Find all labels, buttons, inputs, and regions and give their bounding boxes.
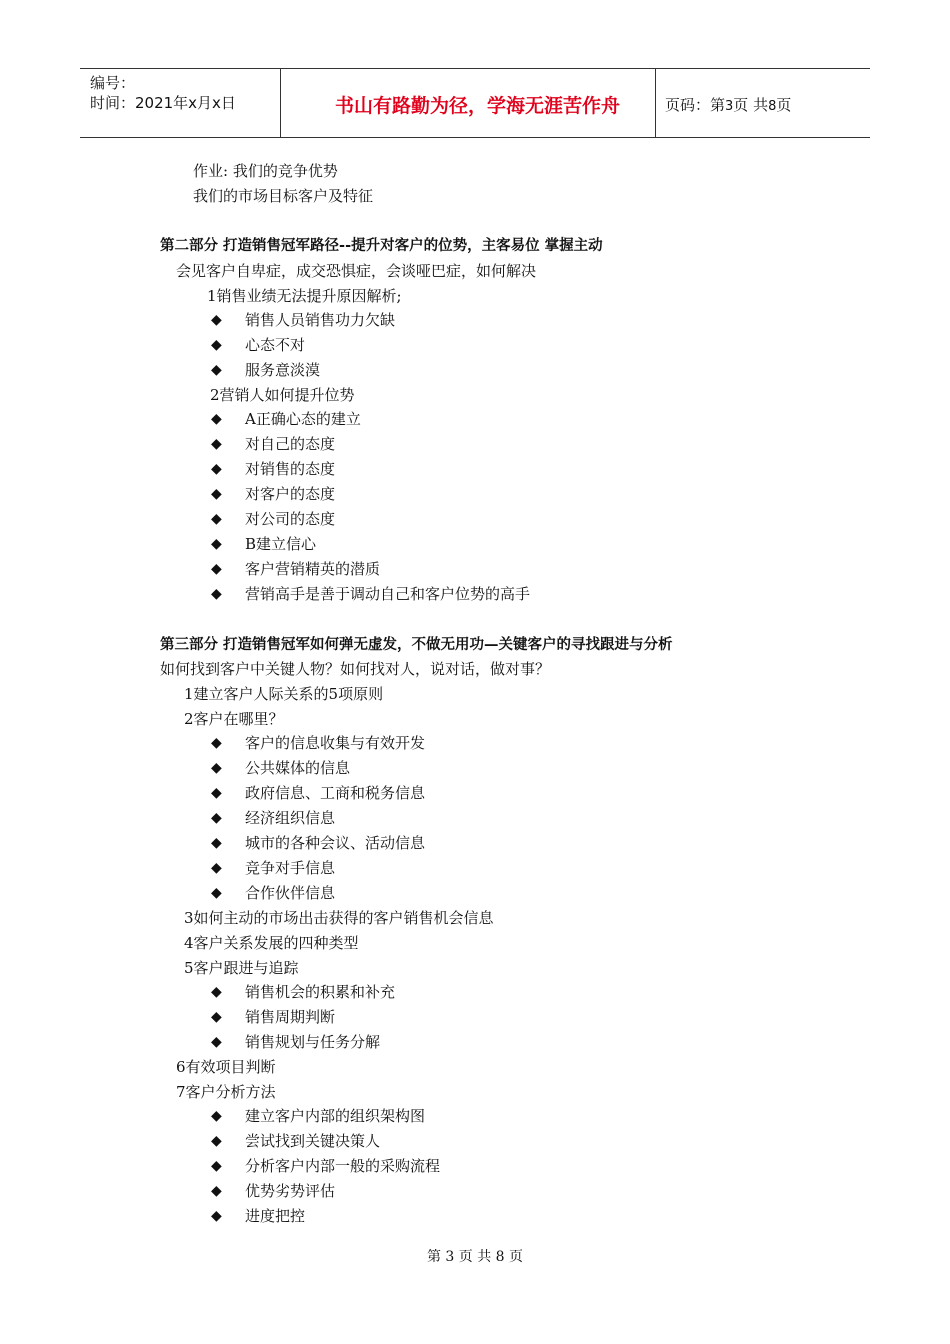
header-divider	[280, 69, 281, 137]
header-motto: 书山有路勤为径，学海无涯苦作舟	[334, 95, 620, 117]
homework-line: 我们的市场目标客户及特征	[193, 187, 374, 205]
bullet-item: 销售规划与任务分解	[245, 1033, 381, 1051]
diamond-bullet-icon: ◆	[211, 337, 222, 353]
diamond-bullet-icon: ◆	[211, 835, 222, 851]
bullet-item: 销售机会的积累和补充	[245, 983, 396, 1001]
diamond-bullet-icon: ◆	[211, 511, 222, 527]
list-item: 6有效项目判断	[176, 1058, 276, 1076]
bullet-item: 公共媒体的信息	[245, 759, 351, 777]
diamond-bullet-icon: ◆	[211, 1183, 222, 1199]
bullet-item: 经济组织信息	[245, 809, 336, 827]
diamond-bullet-icon: ◆	[211, 1034, 222, 1050]
bullet-item: 服务意淡漠	[245, 361, 321, 379]
bullet-item: 对公司的态度	[245, 510, 336, 528]
diamond-bullet-icon: ◆	[211, 436, 222, 452]
page-header	[80, 68, 870, 138]
bullet-item: 对自己的态度	[245, 435, 336, 453]
bullet-item: 销售人员销售功力欠缺	[245, 311, 396, 329]
list-item: 7客户分析方法	[176, 1083, 276, 1101]
list-item: 5客户跟进与追踪	[184, 959, 299, 977]
diamond-bullet-icon: ◆	[211, 411, 222, 427]
page-prefix: 页码：第	[665, 96, 726, 114]
bullet-item: 政府信息、工商和税务信息	[245, 784, 426, 802]
page-suffix: 页	[776, 96, 792, 114]
section-heading: 第二部分 打造销售冠军路径--提升对客户的位势，主客易位 掌握主动	[160, 238, 603, 254]
list-item: 3如何主动的市场出击获得的客户销售机会信息	[184, 909, 494, 927]
bullet-item: 尝试找到关键决策人	[245, 1132, 381, 1150]
bullet-item: 建立客户内部的组织架构图	[245, 1107, 426, 1125]
list-item: 4客户关系发展的四种类型	[184, 934, 359, 952]
bullet-item: 对销售的态度	[245, 460, 336, 478]
diamond-bullet-icon: ◆	[211, 1009, 222, 1025]
section-subtitle: 会见客户自卑症，成交恐惧症，会谈哑巴症，如何解决	[176, 262, 537, 280]
diamond-bullet-icon: ◆	[211, 586, 222, 602]
diamond-bullet-icon: ◆	[211, 785, 222, 801]
list-item: 1建立客户人际关系的5项原则	[184, 685, 384, 703]
bullet-item: 客户的信息收集与有效开发	[245, 734, 426, 752]
diamond-bullet-icon: ◆	[211, 1208, 222, 1224]
bullet-item: 竞争对手信息	[245, 859, 336, 877]
diamond-bullet-icon: ◆	[211, 760, 222, 776]
document-number-label: 编号：	[90, 74, 136, 92]
header-divider	[655, 69, 656, 137]
homework-line: 作业: 我们的竞争优势	[193, 162, 338, 180]
bullet-item: 销售周期判断	[245, 1008, 336, 1026]
header-page-number	[665, 94, 791, 115]
diamond-bullet-icon: ◆	[211, 1158, 222, 1174]
bullet-item: 城市的各种会议、活动信息	[245, 834, 426, 852]
bullet-item: 营销高手是善于调动自己和客户位势的高手	[245, 585, 531, 603]
header-meta	[90, 73, 236, 113]
diamond-bullet-icon: ◆	[211, 362, 222, 378]
bullet-item: 对客户的态度	[245, 485, 336, 503]
diamond-bullet-icon: ◆	[211, 461, 222, 477]
diamond-bullet-icon: ◆	[211, 735, 222, 751]
bullet-item: 进度把控	[245, 1207, 306, 1225]
list-item: 2营销人如何提升位势	[210, 386, 355, 404]
diamond-bullet-icon: ◆	[211, 536, 222, 552]
bullet-item: 客户营销精英的潜质	[245, 560, 381, 578]
diamond-bullet-icon: ◆	[211, 984, 222, 1000]
diamond-bullet-icon: ◆	[211, 1108, 222, 1124]
page-total: 8	[768, 99, 777, 114]
diamond-bullet-icon: ◆	[211, 486, 222, 502]
document-date: 时间：2021年x月x日	[90, 94, 236, 112]
diamond-bullet-icon: ◆	[211, 1133, 222, 1149]
diamond-bullet-icon: ◆	[211, 885, 222, 901]
diamond-bullet-icon: ◆	[211, 860, 222, 876]
section-heading: 第三部分 打造销售冠军如何弹无虚发，不做无用功—关键客户的寻找跟进与分析	[160, 637, 673, 653]
diamond-bullet-icon: ◆	[211, 561, 222, 577]
list-item: 2客户在哪里？	[184, 710, 284, 728]
page-footer: 第 3 页 共 8 页	[426, 1249, 524, 1265]
page-mid: 页 共	[733, 96, 769, 114]
bullet-item: B建立信心	[245, 535, 317, 553]
bullet-item: 合作伙伴信息	[245, 884, 336, 902]
bullet-item: 分析客户内部一般的采购流程	[245, 1157, 441, 1175]
diamond-bullet-icon: ◆	[211, 810, 222, 826]
bullet-item: 心态不对	[245, 336, 306, 354]
bullet-item: 优势劣势评估	[245, 1182, 336, 1200]
section-subtitle: 如何找到客户中关键人物？如何找对人，说对话，做对事？	[160, 660, 551, 678]
diamond-bullet-icon: ◆	[211, 312, 222, 328]
list-item: 1销售业绩无法提升原因解析;	[207, 287, 402, 305]
page-current: 3	[725, 99, 734, 114]
bullet-item: A正确心态的建立	[245, 410, 361, 428]
